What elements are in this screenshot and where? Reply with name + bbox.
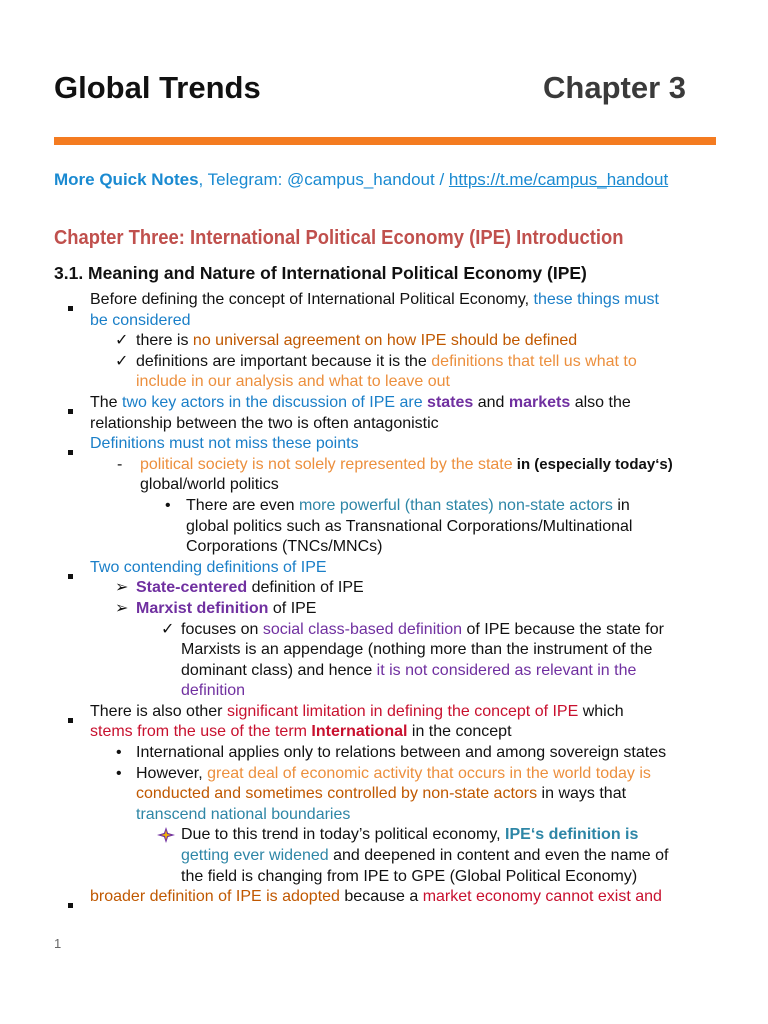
list-item: broader definition of IPE is adopted because a market economy cannot exist and	[0, 887, 768, 908]
checkmark-icon: ✓	[115, 332, 129, 350]
dash-icon: -	[117, 455, 123, 473]
arrowhead-icon: ➢	[115, 579, 129, 597]
quick-notes-label: More Quick Notes	[54, 170, 199, 189]
list-item: Before defining the concept of International Political Economy, these things must be considered	[0, 290, 768, 331]
orange-divider	[54, 137, 716, 145]
dot-bullet-icon: •	[116, 744, 122, 762]
page-header	[54, 70, 688, 106]
list-item: - political society is not solely represented by the state in (especially today‘s) global/world politics	[117, 455, 673, 494]
chapter-heading: Chapter Three: International Political Economy (IPE) Introduction	[54, 227, 624, 249]
checkmark-icon: ✓	[115, 352, 129, 370]
chapter-label: Chapter 3	[543, 70, 686, 105]
list-item: Due to this trend in today’s political economy, IPE‘s definition is getting ever widened and deepened in content and even the name of the field is changing from IPE to GPE (Global Political Economy)	[0, 825, 768, 887]
telegram-text: , Telegram: @campus_handout /	[198, 170, 449, 189]
list-item: There is also other significant limitation in defining the concept of IPE which stems from the use of the term International in the concept	[0, 702, 768, 743]
checkmark-icon: ✓	[161, 620, 175, 638]
list-item: • However, great deal of economic activity that occurs in the world today is conducted and sometimes controlled by non-state actors in ways that transcend national boundaries	[116, 764, 651, 823]
list-item: ✓ focuses on social class-based definition of IPE because the state for Marxists is an appendage (nothing more than the instrument of the dominant class) and hence it is not considered as relevant in the definition	[161, 620, 664, 700]
list-item: ✓ definitions are important because it is the definitions that tell us what to include in our analysis and what to leave out	[115, 352, 637, 391]
square-bullet-icon	[68, 400, 73, 421]
list-item: • There are even more powerful (than states) non-state actors in global politics such as Transnational Corporations/Multinational Corporations (TNCs/MNCs)	[165, 496, 633, 556]
dot-bullet-icon: •	[116, 764, 122, 782]
page-number: 1	[54, 936, 62, 951]
notes-body	[0, 290, 768, 908]
document-title: Global Trends	[54, 70, 261, 105]
telegram-link[interactable]: https://t.me/campus_handout	[448, 170, 669, 189]
list-item: • International applies only to relations between and among sovereign states	[0, 743, 768, 764]
square-bullet-icon	[68, 709, 73, 730]
list-item: ✓ there is no universal agreement on how IPE should be defined	[0, 331, 768, 352]
section-heading: 3.1. Meaning and Nature of International Political Economy (IPE)	[54, 263, 587, 283]
dot-bullet-icon: •	[165, 496, 171, 514]
square-bullet-icon	[68, 894, 73, 915]
list-item: ➢ Marxist definition of IPE	[0, 599, 768, 620]
list-item: ➢ State-centered definition of IPE	[0, 578, 768, 599]
arrowhead-icon: ➢	[115, 599, 129, 617]
list-item: Definitions must not miss these points	[0, 434, 768, 455]
square-bullet-icon	[68, 297, 73, 318]
list-item: The two key actors in the discussion of IPE are states and markets also the relationship between the two is often antagonistic	[0, 393, 768, 434]
four-point-star-icon	[157, 827, 175, 850]
quick-notes-line	[54, 170, 668, 190]
list-item: Two contending definitions of IPE	[0, 558, 768, 579]
